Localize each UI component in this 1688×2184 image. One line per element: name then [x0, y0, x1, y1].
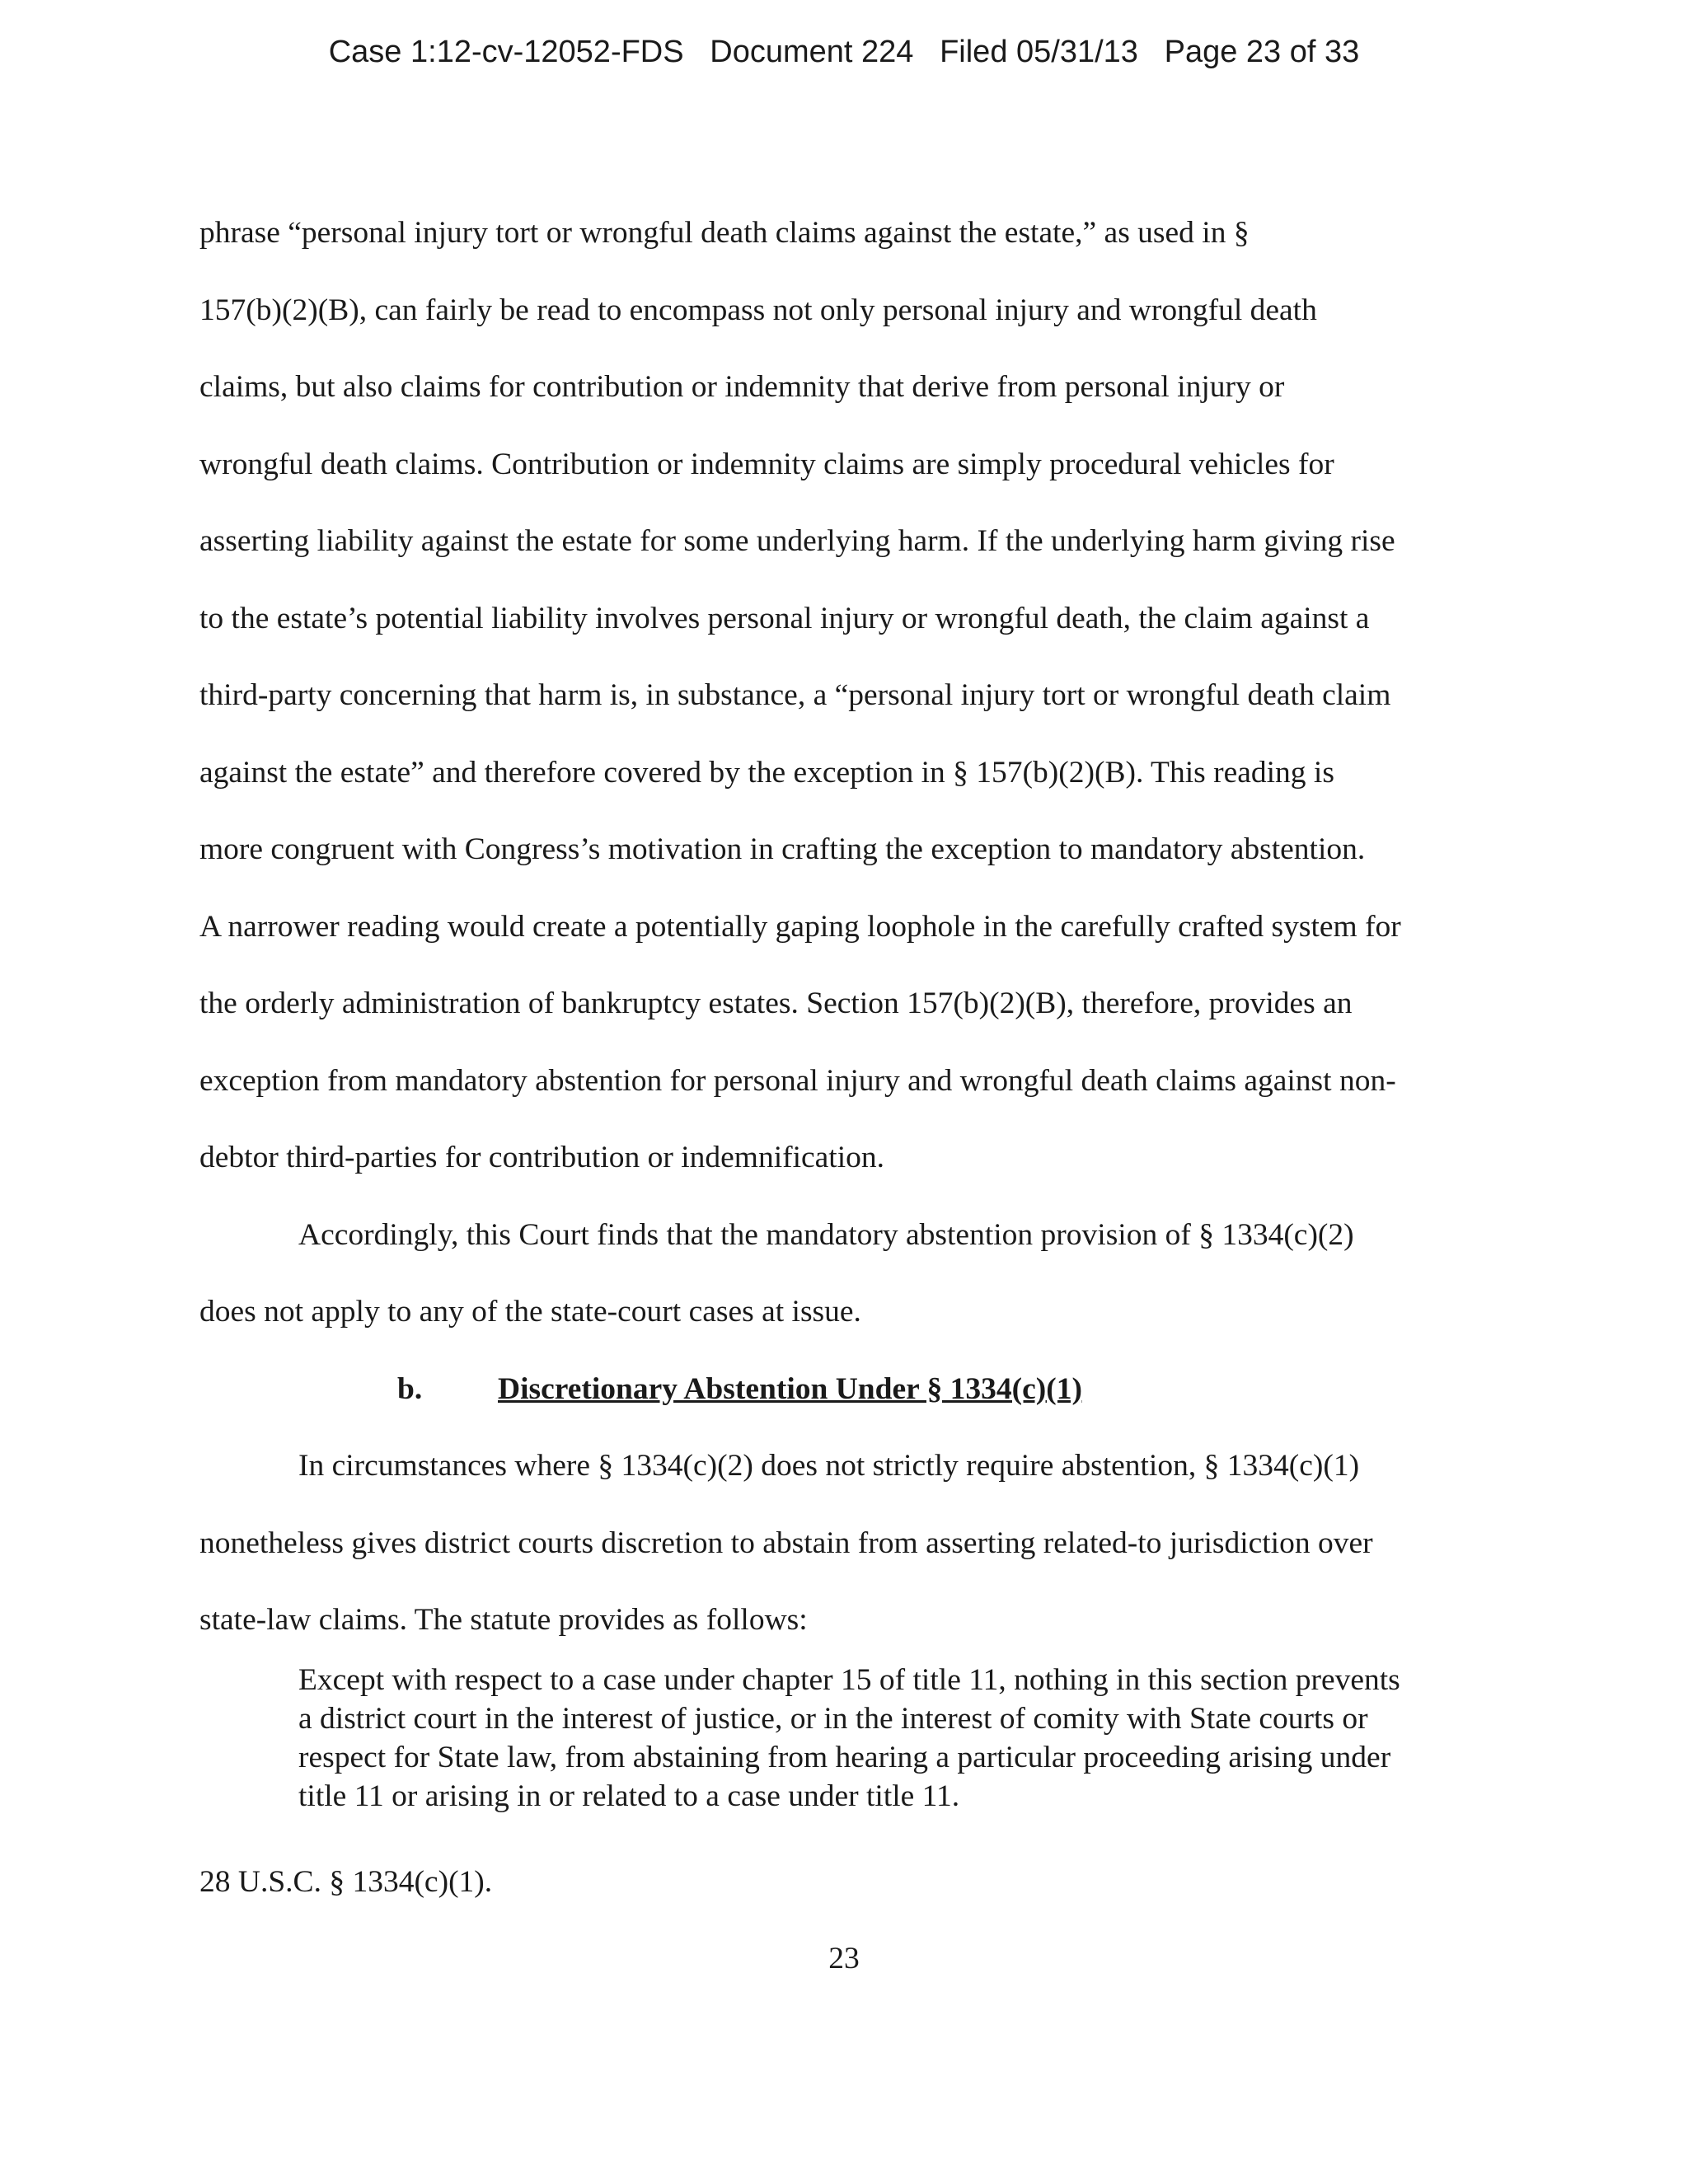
body-line: asserting liability against the estate for some underlying harm. If the underlying harm giving rise: [199, 524, 1395, 558]
block-quote-line: a district court in the interest of justice, or in the interest of comity with State courts or: [298, 1702, 1368, 1736]
page-number: 23: [828, 1942, 860, 1975]
statute-citation: 28 U.S.C. § 1334(c)(1).: [199, 1865, 493, 1899]
block-quote: [298, 1661, 1502, 1816]
section-heading-title: Discretionary Abstention Under § 1334(c)(1): [498, 1371, 1082, 1406]
body-line: debtor third-parties for contribution or indemnification.: [199, 1141, 885, 1174]
block-quote-line: respect for State law, from abstaining from hearing a particular proceeding arising under: [298, 1741, 1391, 1774]
section-heading-letter: b.: [397, 1371, 423, 1406]
paragraph-line: Accordingly, this Court finds that the mandatory abstention provision of § 1334(c)(2): [298, 1217, 1354, 1252]
body-line: A narrower reading would create a potentially gaping loophole in the carefully crafted system for: [199, 909, 1401, 944]
paragraph-line: does not apply to any of the state-court cases at issue.: [199, 1295, 861, 1329]
body-line: phrase “personal injury tort or wrongful death claims against the estate,” as used in §: [199, 216, 1250, 250]
body-line: wrongful death claims. Contribution or indemnity claims are simply procedural vehicles for: [199, 447, 1334, 481]
body-line: against the estate” and therefore covered by the exception in § 157(b)(2)(B). This reading is: [199, 755, 1334, 790]
block-quote-line: Except with respect to a case under chapter 15 of title 11, nothing in this section prevents: [298, 1663, 1400, 1697]
body-line: exception from mandatory abstention for personal injury and wrongful death claims against non-: [199, 1063, 1396, 1098]
paragraph-line: state-law claims. The statute provides as follows:: [199, 1603, 808, 1637]
opinion-body: [199, 194, 1518, 1659]
body-line: the orderly administration of bankruptcy estates. Section 157(b)(2)(B), therefore, provides an: [199, 987, 1353, 1020]
paragraph-line: In circumstances where § 1334(c)(2) does not strictly require abstention, § 1334(c)(1): [298, 1449, 1360, 1483]
body-line: 157(b)(2)(B), can fairly be read to encompass not only personal injury and wrongful death: [199, 293, 1317, 327]
section-heading: [199, 1351, 1518, 1428]
body-line: more congruent with Congress’s motivation in crafting the exception to mandatory abstention.: [199, 832, 1366, 866]
body-line: to the estate’s potential liability involves personal injury or wrongful death, the claim against a: [199, 601, 1370, 635]
paragraph-line: nonetheless gives district courts discretion to abstain from asserting related-to jurisdiction over: [199, 1526, 1373, 1560]
case-header: Case 1:12-cv-12052-FDS Document 224 Filed 05/31/13 Page 23 of 33: [328, 35, 1360, 69]
body-line: claims, but also claims for contribution or indemnity that derive from personal injury or: [199, 370, 1285, 404]
block-quote-line: title 11 or arising in or related to a case under title 11.: [298, 1779, 960, 1813]
body-line: third-party concerning that harm is, in substance, a “personal injury tort or wrongful death claim: [199, 678, 1391, 712]
